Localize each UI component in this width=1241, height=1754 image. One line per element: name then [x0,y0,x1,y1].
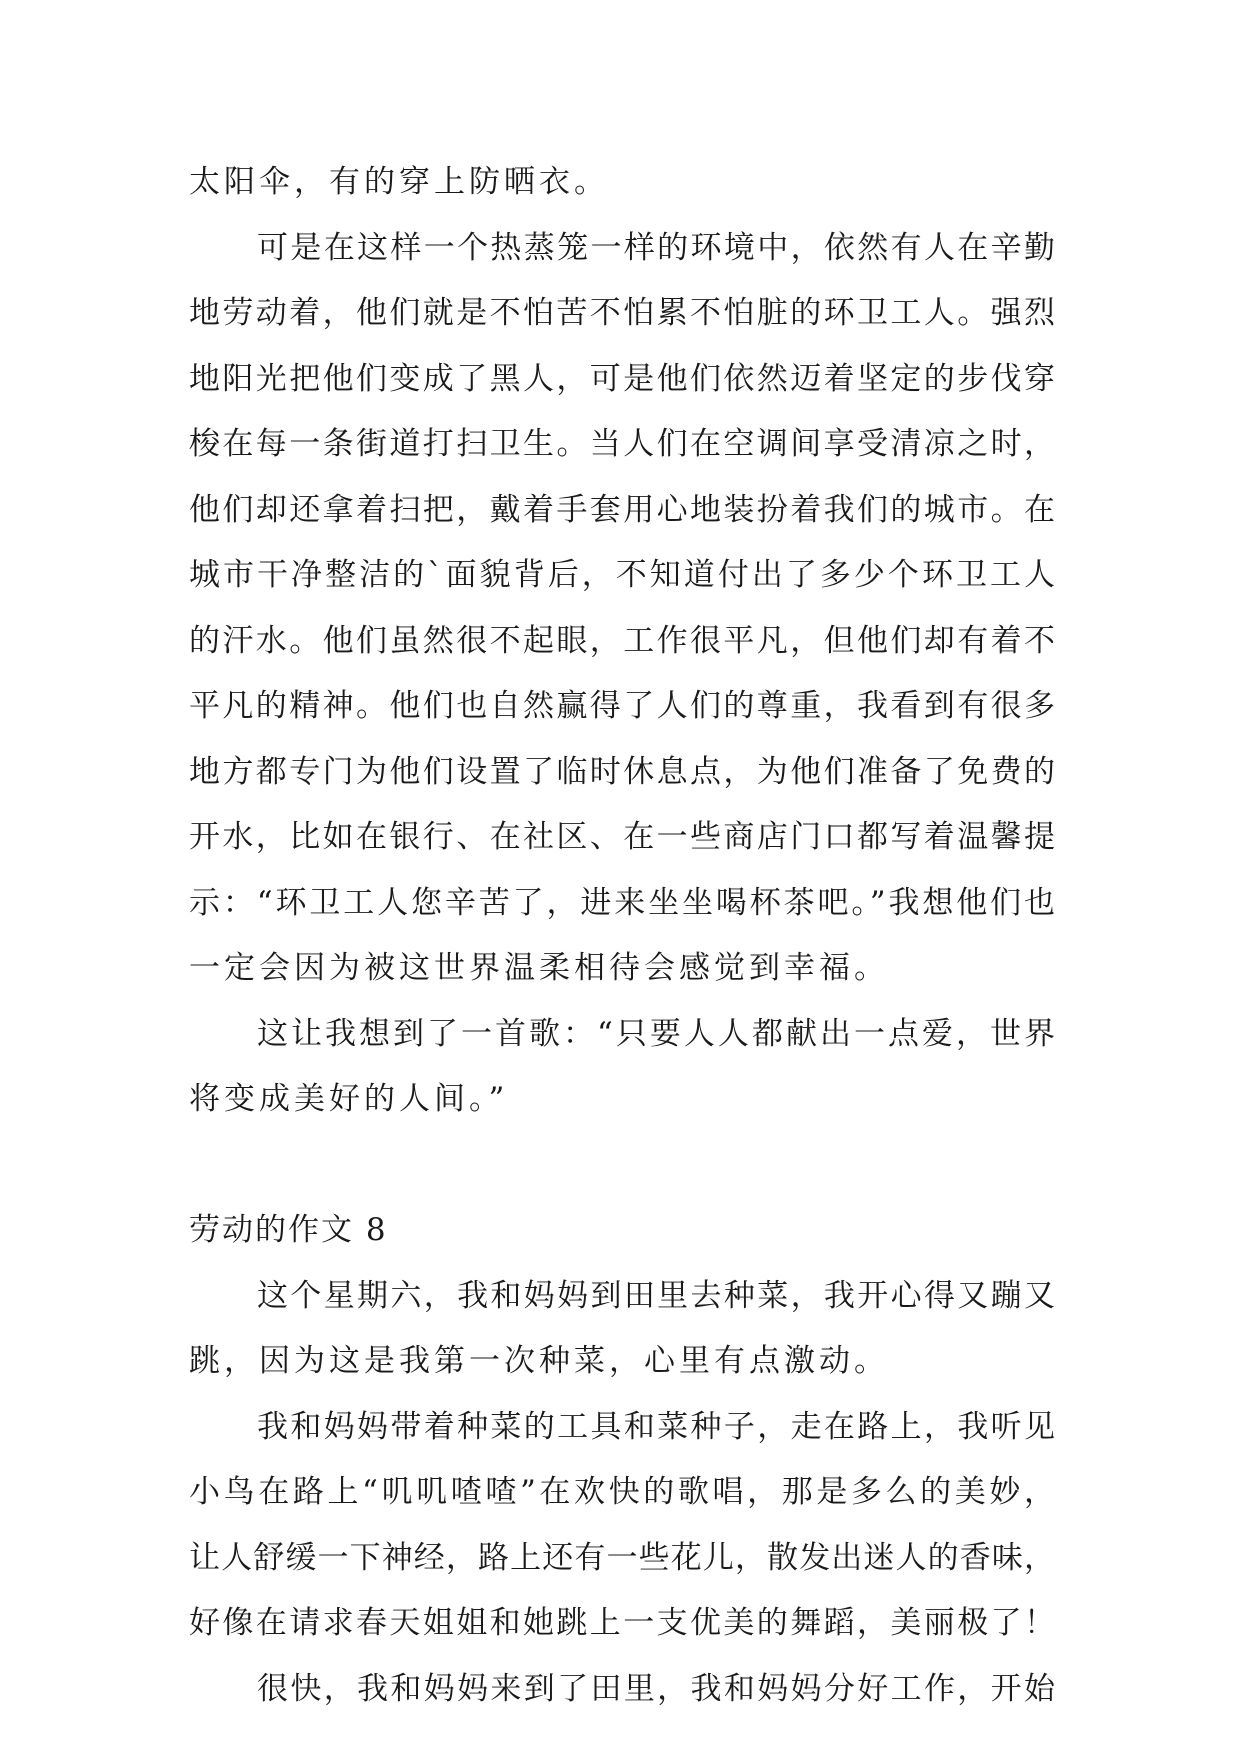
paragraph-line: 示：“环卫工人您辛苦了，进来坐坐喝杯茶吧。”我想他们也 [189,884,1055,921]
paragraph-line: 的汗水。他们虽然很不起眼，工作很平凡，但他们却有着不 [189,622,1055,659]
paragraph-line: 地方都专门为他们设置了临时休息点，为他们准备了免费的 [189,753,1055,790]
paragraph-line: 很快，我和妈妈来到了田里，我和妈妈分好工作，开始 [257,1670,1055,1707]
paragraph-line: 一定会因为被这世界温柔相待会感觉到幸福。 [189,950,889,986]
paragraph-line: 城市干净整洁的`面貌背后，不知道付出了多少个环卫工人 [189,557,1055,593]
section-heading: 劳动的作文 8 [189,1212,388,1248]
paragraph-line: 梭在每一条街道打扫卫生。当人们在空调间享受清凉之时， [189,426,1055,462]
paragraph-line: 太阳伞，有的穿上防晒衣。 [189,164,609,200]
paragraph-line: 将变成美好的人间。” [189,1081,509,1117]
paragraph-line: 小鸟在路上“叽叽喳喳”在欢快的歌唱，那是多么的美妙， [189,1474,1055,1510]
paragraph-line: 跳，因为这是我第一次种菜，心里有点激动。 [189,1343,889,1379]
paragraph-line: 可是在这样一个热蒸笼一样的环境中，依然有人在辛勤 [257,229,1055,266]
paragraph-line: 地阳光把他们变成了黑人，可是他们依然迈着坚定的步伐穿 [189,360,1055,397]
paragraph-line: 我和妈妈带着种菜的工具和菜种子，走在路上，我听见 [257,1408,1055,1445]
paragraph-line: 地劳动着，他们就是不怕苦不怕累不怕脏的环卫工人。强烈 [189,295,1055,331]
paragraph-line: 好像在请求春天姐姐和她跳上一支优美的舞蹈，美丽极了！ [189,1605,1055,1641]
section-gap [189,1133,1055,1199]
paragraph-line: 开水，比如在银行、在社区、在一些商店门口都写着温馨提 [189,819,1055,855]
paragraph-line: 平凡的精神。他们也自然赢得了人们的尊重，我看到有很多 [189,688,1055,724]
paragraph-line: 这让我想到了一首歌：“只要人人都献出一点爱，世界 [257,1015,1055,1052]
paragraph-line: 这个星期六，我和妈妈到田里去种菜，我开心得又蹦又 [257,1277,1055,1314]
paragraph-line: 让人舒缓一下神经，路上还有一些花儿，散发出迷人的香味， [189,1539,1055,1576]
paragraph-line: 他们却还拿着扫把，戴着手套用心地装扮着我们的城市。在 [189,491,1055,528]
document-body [189,150,1055,1722]
